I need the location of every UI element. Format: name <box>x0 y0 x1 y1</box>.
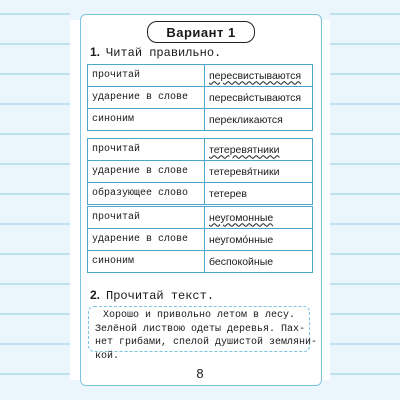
row-value: неугомо́нные <box>205 229 313 251</box>
table-row <box>88 65 313 87</box>
variant-title: Вариант 1 <box>147 21 255 43</box>
row-value: пересвистываются <box>205 65 313 87</box>
row-label: прочитай <box>88 139 205 161</box>
row-value: беспокойные <box>205 251 313 273</box>
task-2-label: Прочитай текст. <box>106 289 215 303</box>
table-row <box>88 207 313 229</box>
background-left-stripe <box>0 0 70 400</box>
row-label: образующее слово <box>88 183 205 205</box>
text-line: кой. <box>95 350 120 362</box>
row-label: ударение в слове <box>88 161 205 183</box>
row-value: перекликаются <box>205 109 313 131</box>
row-value: тетерев <box>205 183 313 205</box>
table-row <box>88 161 313 183</box>
background-right-stripe <box>330 0 400 400</box>
word-table-1 <box>87 64 313 131</box>
text-line: нет грибами, спелой душистой земляни- <box>95 337 318 348</box>
table-row <box>88 251 313 273</box>
page-number: 8 <box>196 366 204 381</box>
task-1-heading <box>90 45 221 60</box>
table-row <box>88 229 313 251</box>
table-row <box>88 87 313 109</box>
reading-text-box <box>88 306 318 362</box>
word-table-3 <box>87 206 313 273</box>
table-row <box>88 139 313 161</box>
row-label: синоним <box>88 109 205 131</box>
word-table-2 <box>87 138 313 205</box>
row-label: прочитай <box>88 65 205 87</box>
row-label: ударение в слове <box>88 229 205 251</box>
task-1-number: 1. <box>90 45 101 59</box>
table-row <box>88 183 313 205</box>
text-line: Хорошо и привольно летом в лесу. <box>102 310 296 321</box>
task-2-heading <box>90 288 214 303</box>
row-value: тетеревятники <box>205 139 313 161</box>
row-value: неугомонные <box>205 207 313 229</box>
task-2-number: 2. <box>90 288 101 302</box>
text-line: Зелёной листвою одеты деревья. Пах- <box>95 323 306 335</box>
row-label: ударение в слове <box>88 87 205 109</box>
row-label: прочитай <box>88 207 205 229</box>
task-1-label: Читай правильно. <box>106 46 222 60</box>
row-value: пересви́стываются <box>205 87 313 109</box>
row-value: тетеревя́тники <box>205 161 313 183</box>
table-row <box>88 109 313 131</box>
row-label: синоним <box>88 251 205 273</box>
